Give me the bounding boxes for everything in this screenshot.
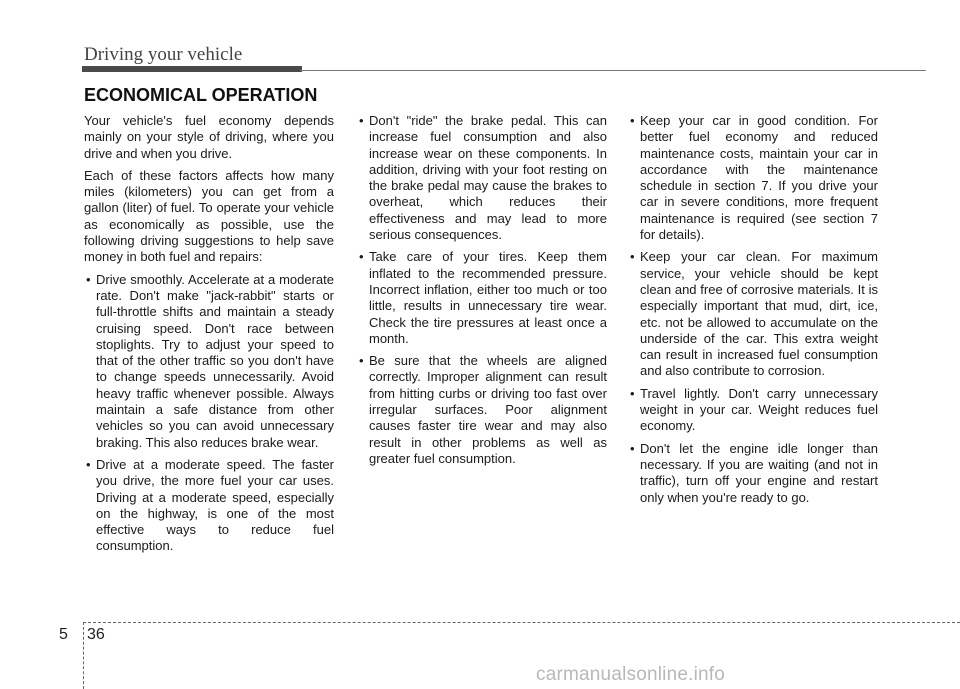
list-item: • Travel lightly. Don't carry unnecessary weight in your car. Weight reduces fuel economy. (628, 386, 878, 435)
column-1 (84, 113, 334, 561)
list-item: • Keep your car in good condition. For better fuel economy and reduced maintenance costs, maintain your car in accordance with the maintenance schedule in section 7. If you drive your car in severe conditions, more frequent maintenance is required (see section 7 for details). (628, 113, 878, 243)
footer-rule (83, 622, 960, 623)
list-item: • Don't let the engine idle longer than necessary. If you are waiting (and not in traffic), turn off your engine and restart only when you're ready to go. (628, 441, 878, 506)
list-item: • Be sure that the wheels are aligned correctly. Improper alignment can result from hitting curbs or driving too fast over irregular surfaces. Poor alignment causes faster tire wear and may also result in other problems as well as greater fuel consumption. (357, 353, 607, 467)
list-item: • Don't "ride" the brake pedal. This can increase fuel consumption and also increase wear on these components. In addition, driving with your foot resting on the brake pedal may cause the brakes to overheat, which reduces their effectiveness and may lead to more serious consequences. (357, 113, 607, 243)
watermark: carmanualsonline.info (536, 664, 726, 685)
section-number: 5 (59, 626, 68, 643)
tips-list (357, 113, 607, 467)
list-item: • Take care of your tires. Keep them inflated to the recommended pressure. Incorrect inflation, either too much or too little, results in unnecessary tire wear. Check the tire pressures at least once a month. (357, 249, 607, 347)
list-item: • Keep your car clean. For maximum service, your vehicle should be kept clean and free of corrosive materials. It is especially important that mud, dirt, ice, etc. not be allowed to accumulate on the underside of the car. This extra weight can result in increased fuel consumption and also contribute to corrosion. (628, 249, 878, 379)
column-3 (628, 113, 878, 512)
tips-list (628, 113, 878, 506)
list-item: • Drive at a moderate speed. The faster you drive, the more fuel your car uses. Driving at a moderate speed, especially on the highway, is one of the most effective ways to reduce fuel consumption. (84, 457, 334, 555)
list-item: • Drive smoothly. Accelerate at a moderate rate. Don't make "jack-rabbit" starts or full-throttle shifts and maintain a steady cruising speed. Don't race between stoplights. Try to adjust your speed to that of the other traffic so you don't have to change speeds unnecessarily. Avoid heavy traffic whenever possible. Always maintain a safe distance from other vehicles so you can avoid unnecessary braking. This also reduces brake wear. (84, 272, 334, 451)
header-title: Driving your vehicle (84, 44, 243, 65)
section-title: ECONOMICAL OPERATION (84, 85, 318, 105)
page-number: 36 (87, 626, 105, 643)
column-2 (357, 113, 607, 473)
intro-paragraph: Each of these factors affects how many miles (kilometers) you can get from a gallon (liter) of fuel. To operate your vehicle as economically as possible, use the following driving suggestions to help save money in both fuel and repairs: (84, 167, 334, 265)
tips-list (84, 272, 334, 555)
intro-paragraph: Your vehicle's fuel economy depends mainly on your style of driving, where you drive and when you drive. (84, 113, 334, 161)
footer-divider (83, 622, 84, 689)
header-bar (82, 66, 302, 72)
header-rule (300, 70, 926, 71)
